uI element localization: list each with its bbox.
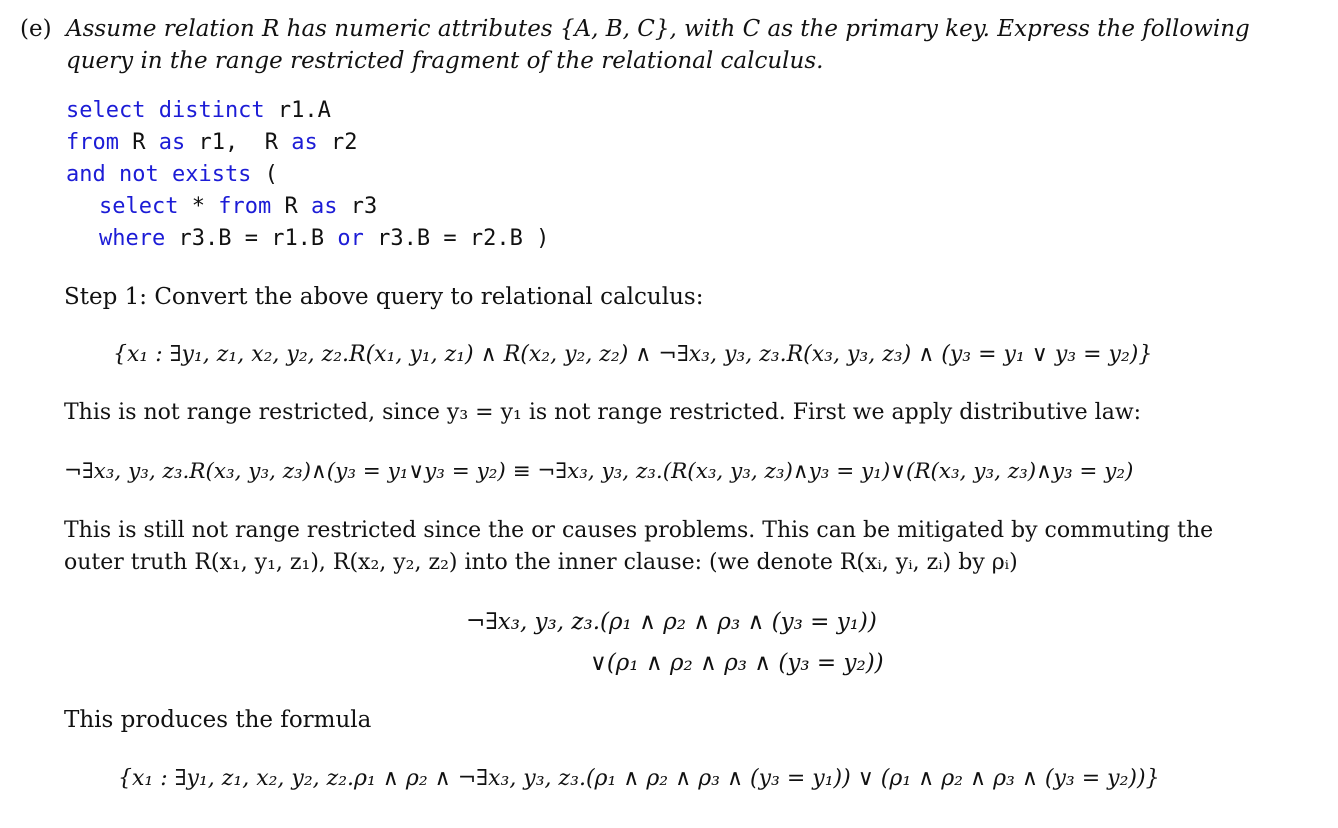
sql-keyword: from <box>218 194 272 219</box>
sql-line-2 <box>66 130 357 155</box>
sql-line-1 <box>66 98 331 123</box>
sql-keyword: select distinct <box>66 98 265 123</box>
sql-line-3 <box>66 162 278 187</box>
formula-2: ¬∃x₃, y₃, z₃.R(x₃, y₃, z₃)∧(y₃ = y₁∨y₃ = y₂) ≡ ¬∃x₃, y₃, z₃.(R(x₃, y₃, z₃)∧y₃ = y₁)∨(R(x₃, y₃, z₃)∧y₃ = y₂) <box>64 459 1134 484</box>
step1-heading: Step 1: Convert the above query to relational calculus: <box>64 284 704 310</box>
paragraph-2-line2: outer truth R(x₁, y₁, z₁), R(x₂, y₂, z₂) into the inner clause: (we denote R(xᵢ, yᵢ, zᵢ) by ρᵢ) <box>64 550 1018 575</box>
problem-label: (e) <box>20 16 52 42</box>
formula-3-line2: ∨(ρ₁ ∧ ρ₂ ∧ ρ₃ ∧ (y₃ = y₂)) <box>590 650 884 676</box>
sql-keyword: as <box>291 130 318 155</box>
sql-text: r1.A <box>264 98 331 123</box>
problem-statement-line1: Assume relation R has numeric attributes {A, B, C}, with C as the primary key. Express the following <box>66 16 1250 42</box>
sql-keyword: as <box>310 194 338 219</box>
sql-line-5 <box>99 226 549 251</box>
sql-text: r3.B = r2.B ) <box>363 226 550 251</box>
paragraph-2-line1: This is still not range restricted since the or causes problems. This can be mitigated by commuting the <box>64 518 1214 543</box>
sql-text: R <box>118 130 159 155</box>
sql-keyword: where <box>99 226 166 251</box>
paragraph-1: This is not range restricted, since y₃ = y₁ is not range restricted. First we apply distributive law: <box>64 400 1142 425</box>
formula-3-line1: ¬∃x₃, y₃, z₃.(ρ₁ ∧ ρ₂ ∧ ρ₃ ∧ (y₃ = y₁)) <box>466 609 877 635</box>
paragraph-3: This produces the formula <box>64 707 372 733</box>
sql-keyword: as <box>158 130 186 155</box>
formula-4: {x₁ : ∃y₁, z₁, x₂, y₂, z₂.ρ₁ ∧ ρ₂ ∧ ¬∃x₃, y₃, z₃.(ρ₁ ∧ ρ₂ ∧ ρ₃ ∧ (y₃ = y₁)) ∨ (ρ₁ ∧ ρ₂ ∧ ρ₃ ∧ (y₃ = y₂))} <box>118 766 1160 791</box>
sql-text: r2 <box>317 130 358 155</box>
sql-keyword: or <box>337 226 364 251</box>
sql-keyword: from <box>66 130 119 155</box>
sql-text: ( <box>251 162 278 187</box>
sql-text: r3.B = r1.B <box>165 226 338 251</box>
sql-line-4 <box>99 194 377 219</box>
problem-statement-line2: query in the range restricted fragment of the relational calculus. <box>66 48 824 74</box>
sql-keyword: and not exists <box>66 162 252 187</box>
formula-1: {x₁ : ∃y₁, z₁, x₂, y₂, z₂.R(x₁, y₁, z₁) ∧ R(x₂, y₂, z₂) ∧ ¬∃x₃, y₃, z₃.R(x₃, y₃, z₃) ∧ (y₃ = y₁ ∨ y₃ = y₂)} <box>113 342 1153 367</box>
sql-keyword: select <box>99 194 179 219</box>
sql-text: r1, R <box>185 130 292 155</box>
sql-text: r3 <box>337 194 378 219</box>
sql-text: R <box>271 194 311 219</box>
sql-text: * <box>178 194 219 219</box>
